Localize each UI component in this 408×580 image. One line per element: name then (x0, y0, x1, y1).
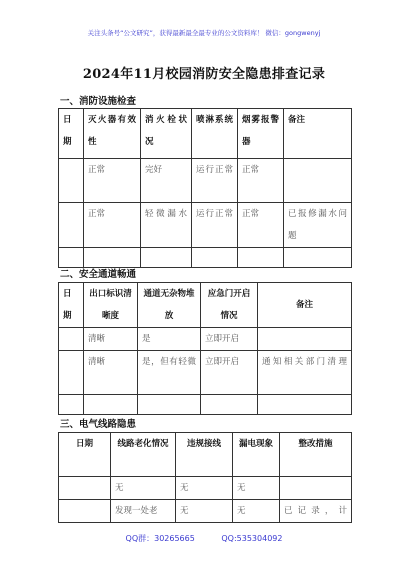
section-heading-electrical: 三、电气线路隐患 (60, 419, 137, 430)
table-cell: 已报修漏水问题 (284, 203, 352, 248)
col-header-passage-clear: 通道无杂物堆放 (138, 283, 201, 328)
page-title: 2024年11月校园消防安全隐患排查记录 (82, 67, 326, 82)
table-cell: 无 (176, 500, 233, 523)
table-cell: 发现一处老 (111, 500, 176, 523)
table-cell: 无 (233, 500, 280, 523)
table-row (59, 351, 352, 395)
table-cell (284, 159, 352, 203)
table-row (59, 500, 352, 523)
table-cell (59, 248, 84, 268)
col-header-rectification: 整改措施 (280, 433, 352, 477)
col-header-extinguisher: 灭火器有效性 (84, 109, 141, 159)
fire-facilities-table (58, 108, 352, 268)
table-cell: 无 (233, 477, 280, 500)
table-cell (258, 328, 352, 351)
table-cell (284, 248, 352, 268)
footer-qq-group: QQ群：30265665 (125, 534, 195, 543)
table-cell: 完好 (141, 159, 192, 203)
safety-passage-table (58, 282, 352, 415)
table-row (59, 328, 352, 351)
col-header-date: 日期 (59, 433, 111, 477)
electrical-hazard-table (58, 432, 352, 523)
table-cell (258, 395, 352, 415)
table-cell: 清晰 (84, 328, 138, 351)
table-cell: 轻微漏水 (141, 203, 192, 248)
col-header-remarks: 备注 (258, 283, 352, 328)
table-cell: 通知相关部门清理 (258, 351, 352, 395)
table-cell: 是，但有轻微 (138, 351, 201, 395)
table-cell (84, 248, 141, 268)
col-header-date: 日期 (59, 283, 84, 328)
col-header-date: 日期 (59, 109, 84, 159)
col-header-leakage: 漏电现象 (233, 433, 280, 477)
table-row (59, 477, 352, 500)
col-header-wire-aging: 线路老化情况 (111, 433, 176, 477)
footer-qq-number: QQ:535304092 (221, 534, 283, 543)
table-cell: 正常 (238, 159, 284, 203)
table-cell (59, 159, 84, 203)
col-header-illegal-wiring: 违规接线 (176, 433, 233, 477)
table-cell: 无 (176, 477, 233, 500)
col-header-remarks: 备注 (284, 109, 352, 159)
col-header-sprinkler: 喷淋系统 (192, 109, 238, 159)
table-row (59, 395, 352, 415)
table-cell (59, 351, 84, 395)
table-cell: 立即开启 (201, 328, 258, 351)
table-cell (138, 395, 201, 415)
col-header-smoke-alarm: 烟雾报警器 (238, 109, 284, 159)
table-cell (192, 248, 238, 268)
table-cell (59, 203, 84, 248)
table-cell: 立即开启 (201, 351, 258, 395)
table-cell: 正常 (84, 159, 141, 203)
table-cell (280, 477, 352, 500)
table-row (59, 248, 352, 268)
col-header-exit-sign: 出口标识清晰度 (84, 283, 138, 328)
col-header-emergency-door: 应急门开启情况 (201, 283, 258, 328)
table-cell (59, 395, 84, 415)
table-cell (84, 395, 138, 415)
table-cell (59, 328, 84, 351)
table-cell: 正常 (238, 203, 284, 248)
header-promo-note: 关注头条号“公文研究”，获得最新最全最专业的公文资料库！ 微信：gongwenyj (87, 29, 321, 37)
table-cell: 清晰 (84, 351, 138, 395)
table-cell (238, 248, 284, 268)
table-cell: 无 (111, 477, 176, 500)
table-header-row (59, 109, 352, 159)
table-cell: 正常 (84, 203, 141, 248)
footer-contact (0, 533, 408, 544)
table-row (59, 159, 352, 203)
table-cell: 运行正常 (192, 203, 238, 248)
col-header-hydrant: 消火栓状况 (141, 109, 192, 159)
table-cell: 运行正常 (192, 159, 238, 203)
table-cell (59, 500, 111, 523)
table-header-row (59, 433, 352, 477)
table-cell (59, 477, 111, 500)
section-heading-fire-facilities: 一、消防设施检查 (60, 96, 137, 107)
section-heading-safety-passage: 二、安全通道畅通 (60, 269, 137, 280)
table-cell (201, 395, 258, 415)
table-row (59, 203, 352, 248)
table-cell (141, 248, 192, 268)
table-header-row (59, 283, 352, 328)
table-cell: 已记录，计 (280, 500, 352, 523)
table-cell: 是 (138, 328, 201, 351)
